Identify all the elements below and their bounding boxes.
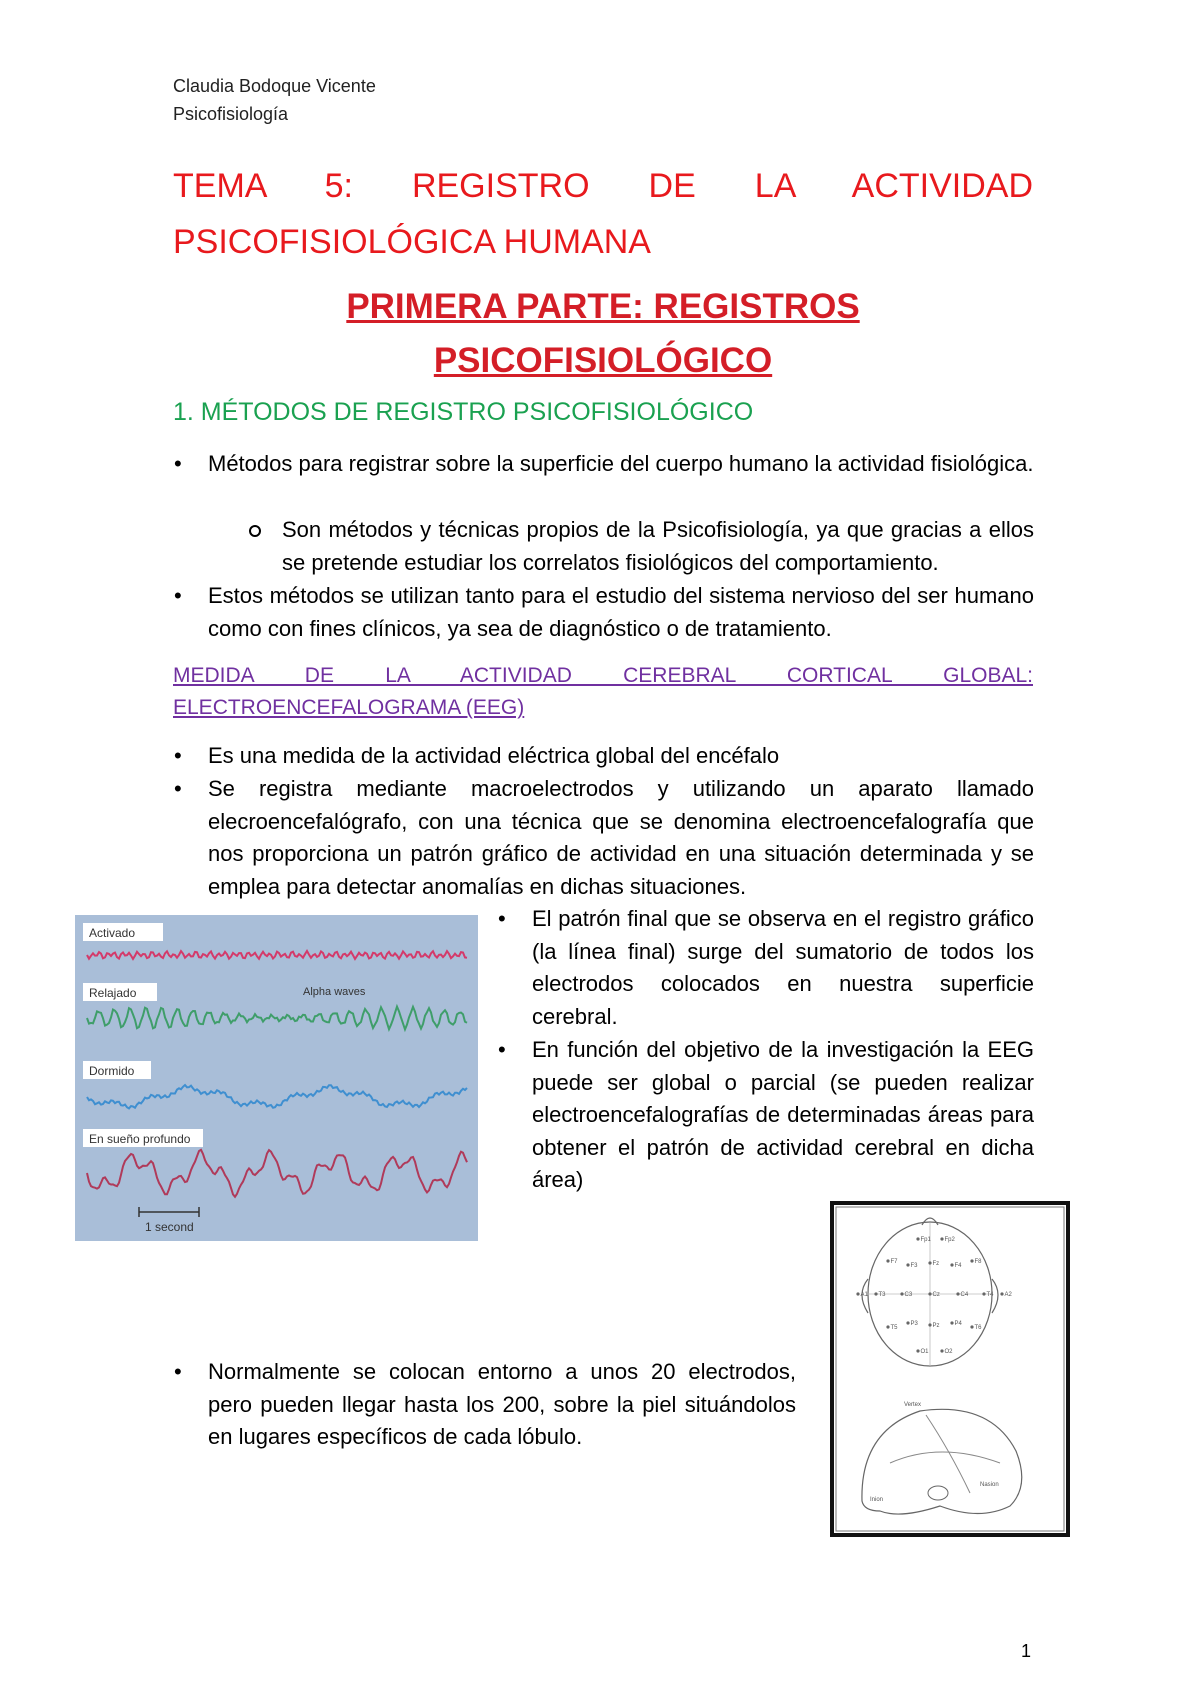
electrode-label-t3: T3 [878, 1292, 886, 1298]
electrode-dot-c4 [956, 1292, 959, 1295]
electrode-label-c4: C4 [960, 1292, 969, 1298]
electrode-label-fz: Fz [932, 1261, 940, 1267]
electrode-label-f4: F4 [954, 1263, 962, 1269]
nasion-label: Nasion [980, 1482, 999, 1488]
scale-label: 1 second [145, 1220, 194, 1234]
wave-label-activado: Activado [89, 926, 136, 940]
inion-label: Inion [870, 1497, 884, 1503]
part-title: PRIMERA PARTE: REGISTROS PSICOFISIOLÓGICO [346, 287, 860, 380]
electrode-label-a2: A2 [1004, 1292, 1012, 1298]
topic-title: TEMA 5: REGISTRO DE LA ACTIVIDAD PSICOFISIOLÓGICA HUMANA [173, 167, 1033, 261]
eeg-section-heading: MEDIDA DE LA ACTIVIDAD CEREBRAL CORTICAL GLOBAL: ELECTROENCEFALOGRAMA (EEG) [173, 664, 1033, 719]
electrode-dot-o2 [940, 1349, 943, 1352]
electrode-label-f7: F7 [890, 1259, 898, 1265]
electrode-placement-figure [830, 1201, 1070, 1537]
electrode-label-f8: F8 [974, 1259, 982, 1265]
electrode-dot-t5 [886, 1325, 889, 1328]
electrode-label-o2: O2 [944, 1349, 953, 1355]
electrode-label-a1: A1 [860, 1292, 868, 1298]
electrode-label-fp2: Fp2 [944, 1237, 955, 1243]
electrode-dot-cz [928, 1292, 931, 1295]
wave-label-sueno-profundo: En sueño profundo [89, 1132, 191, 1146]
bullet-eeg-1: • Es una medida de la actividad eléctrica global del encéfalo [208, 740, 1034, 773]
page-number: 1 [1021, 1641, 1032, 1661]
electrode-dot-t6 [970, 1325, 973, 1328]
electrode-dot-o1 [916, 1349, 919, 1352]
wave-label-relajado: Relajado [89, 986, 137, 1000]
electrode-dot-pz [928, 1323, 931, 1326]
electrode-label-pz: Pz [932, 1323, 940, 1329]
electrode-dot-p3 [906, 1321, 909, 1324]
figure-frame [830, 1201, 1070, 1537]
bullet-eeg-3: • El patrón final que se observa en el registro gráfico (la línea final) surge del sumatorio de todos los electrodos colocados en nuestra superficie cerebral. [532, 903, 1034, 1033]
electrode-label-p3: P3 [910, 1321, 918, 1327]
electrode-label-t4: T4 [986, 1292, 994, 1298]
section-heading-methods: 1. MÉTODOS DE REGISTRO PSICOFISIOLÓGICO [173, 398, 754, 426]
bullet-methods-1: • Métodos para registrar sobre la superficie del cuerpo humano la actividad fisiológica. [208, 448, 1034, 481]
electrode-dot-f7 [886, 1259, 889, 1262]
electrode-dot-f3 [906, 1263, 909, 1266]
bullet-eeg-2: • Se registra mediante macroelectrodos y utilizando un aparato llamado elecroencefalógrafo, con una técnica que se denomina electroencefalografía que nos proporciona un patrón gráfico de actividad en una situación determinada y se emplea para detectar anomalías en dichas situaciones. [208, 773, 1034, 903]
electrode-dot-fp1 [916, 1237, 919, 1240]
electrode-dot-a2 [1000, 1292, 1003, 1295]
electrode-dot-f8 [970, 1259, 973, 1262]
electrode-label-o1: O1 [920, 1349, 929, 1355]
electrode-dot-t3 [874, 1292, 877, 1295]
subject-name: Psicofisiología [173, 104, 289, 124]
eeg-waves-figure [75, 915, 478, 1241]
vertex-label: Vertex [904, 1402, 922, 1408]
alpha-waves-label: Alpha waves [303, 986, 366, 998]
bullet-eeg-5: • Normalmente se colocan entorno a unos 20 electrodos, pero pueden llegar hasta los 200, sobre la piel situándolos en lugares específicos de cada lóbulo. [208, 1356, 796, 1454]
electrode-label-cz: Cz [932, 1292, 940, 1298]
electrode-label-t5: T5 [890, 1325, 898, 1331]
electrode-dot-a1 [856, 1292, 859, 1295]
electrode-dot-f4 [950, 1263, 953, 1266]
electrode-dot-fp2 [940, 1237, 943, 1240]
electrode-dot-fz [928, 1261, 931, 1264]
electrode-label-t6: T6 [974, 1325, 982, 1331]
bullet-methods-2: • Estos métodos se utilizan tanto para el estudio del sistema nervioso del ser humano como con fines clínicos, ya sea de diagnóstico o de tratamiento. [208, 580, 1034, 645]
electrode-label-fp1: Fp1 [920, 1237, 931, 1243]
sub-bullet-methods-1: Son métodos y técnicas propios de la Psicofisiología, ya que gracias a ellos se pretende estudiar los correlatos fisiológicos del comportamiento. [282, 514, 1034, 579]
electrode-dot-c3 [900, 1292, 903, 1295]
electrode-dot-p4 [950, 1321, 953, 1324]
electrode-label-p4: P4 [954, 1321, 962, 1327]
electrode-dot-t4 [982, 1292, 985, 1295]
electrode-label-f3: F3 [910, 1263, 918, 1269]
wave-label-dormido: Dormido [89, 1064, 135, 1078]
electrode-label-c3: C3 [904, 1292, 913, 1298]
bullet-eeg-4: • En función del objetivo de la investigación la EEG puede ser global o parcial (se pueden realizar electroencefalografías de determinadas áreas para obtener el patrón de actividad cerebral en dicha área) [532, 1034, 1034, 1197]
author-name: Claudia Bodoque Vicente [173, 76, 376, 96]
